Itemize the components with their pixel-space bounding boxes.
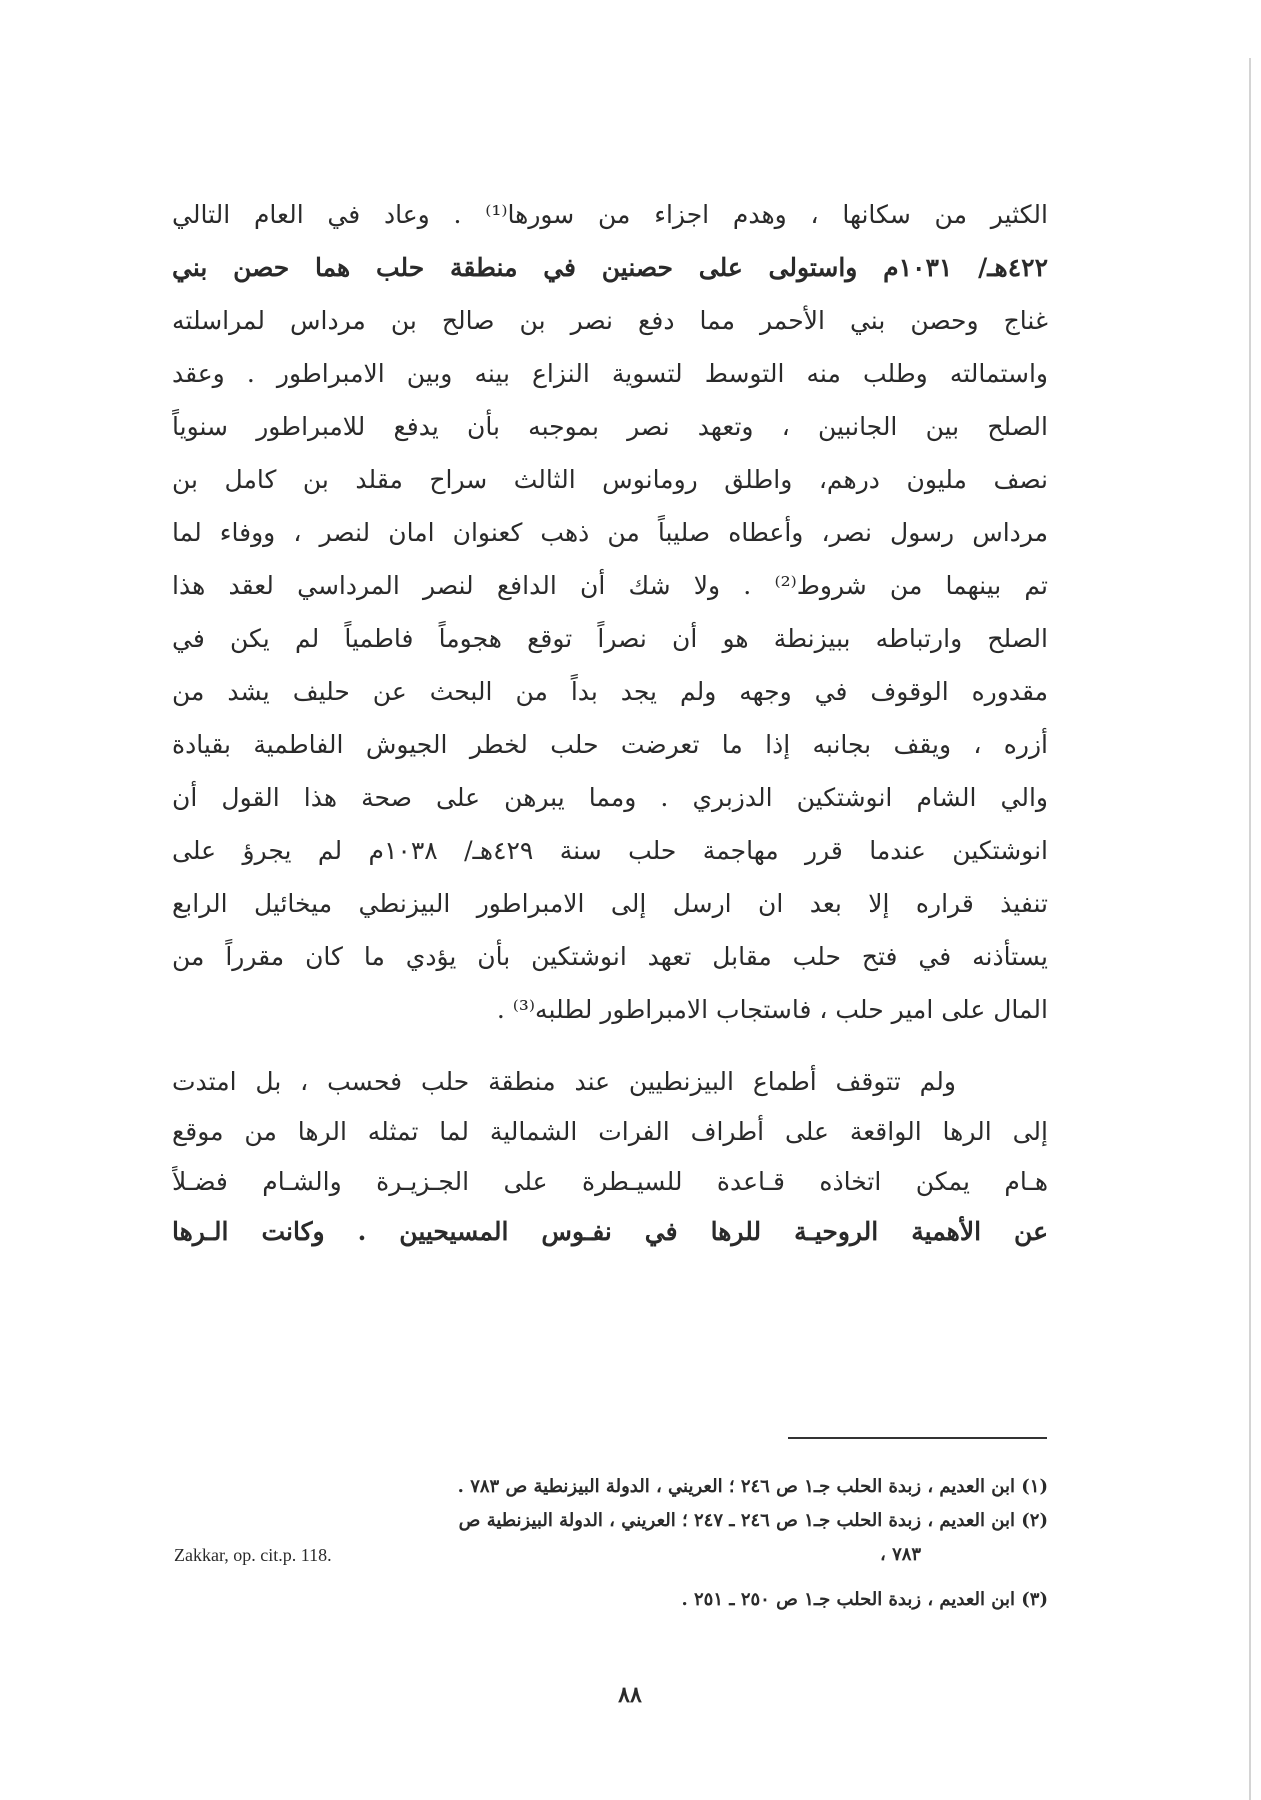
text-line: غناج وحصن بني الأحمر مما دفع نصر بن صالح بن مرداس لمراسلته — [172, 306, 1048, 335]
text-line: هـام يمكن اتخاذه قـاعدة للسيـطرة على الجـزيـرة والشـام فضـلاً — [172, 1167, 1048, 1196]
text-line: والي الشام انوشتكين الدزبري . ومما يبرهن على صحة هذا القول أن — [172, 783, 1048, 812]
text-line: ولم تتوقف أطماع البيزنطيين عند منطقة حلب فحسب ، بل امتدت — [172, 1067, 956, 1096]
text-line: مرداس رسول نصر، وأعطاه صليباً من ذهب كعنوان امان لنصر ، ووفاء لما — [172, 518, 1048, 547]
page-edge-line — [1249, 58, 1251, 1800]
text-line: ٤٢٢هـ/ ١٠٣١م واستولى على حصنين في منطقة حلب هما حصن بني — [172, 253, 1048, 282]
footnote-2: (٢) ابن العديم ، زبدة الحلب جـ١ ص ٢٤٦ ـ ٢٤٧ ؛ العريني ، الدولة البيزنطية ص — [458, 1510, 1048, 1531]
text-line: نصف مليون درهم، واطلق رومانوس الثالث سراح مقلد بن كامل بن — [172, 465, 1048, 494]
text-line: إلى الرها الواقعة على أطراف الفرات الشمالية لما تمثله الرها من موقع — [172, 1117, 1048, 1146]
page-number: ٨٨ — [618, 1682, 642, 1708]
text-line: انوشتكين عندما قرر مهاجمة حلب سنة ٤٢٩هـ/ ١٠٣٨م لم يجرؤ على — [172, 836, 1048, 865]
footnote-1: (١) ابن العديم ، زبدة الحلب جـ١ ص ٢٤٦ ؛ العريني ، الدولة البيزنطية ص ٧٨٣ . — [457, 1476, 1048, 1497]
text-line: المال على امير حلب ، فاستجاب الامبراطور لطلبه⁽³⁾ . — [496, 995, 1048, 1024]
footnote-2-latin-reference: Zakkar, op. cit.p. 118. — [174, 1545, 332, 1565]
footnote-separator — [788, 1437, 1047, 1439]
main-text-block — [172, 0, 1048, 1400]
footnote-2-continuation: ٧٨٣ ، — [880, 1544, 922, 1565]
text-line: تنفيذ قراره إلا بعد ان ارسل إلى الامبراطور البيزنطي ميخائيل الرابع — [172, 889, 1048, 918]
text-line: تم بينهما من شروط⁽²⁾ . ولا شك أن الدافع لنصر المرداسي لعقد هذا — [172, 571, 1048, 600]
text-line: الصلح بين الجانبين ، وتعهد نصر بموجبه بأن يدفع للامبراطور سنوياً — [172, 412, 1048, 441]
text-line: يستأذنه في فتح حلب مقابل تعهد انوشتكين بأن يؤدي ما كان مقرراً من — [172, 942, 1048, 971]
text-line: عن الأهمية الروحيـة للرها في نفـوس المسيحيين . وكانت الـرها — [172, 1217, 1048, 1246]
text-line: الكثير من سكانها ، وهدم اجزاء من سورها⁽¹⁾ . وعاد في العام التالي — [172, 200, 1048, 229]
footnote-3: (٣) ابن العديم ، زبدة الحلب جـ١ ص ٢٥٠ ـ ٢٥١ . — [681, 1589, 1048, 1610]
text-line: مقدوره الوقوف في وجهه ولم يجد بداً من البحث عن حليف يشد من — [172, 677, 1048, 706]
text-line: الصلح وارتباطه ببيزنطة هو أن نصراً توقع هجوماً فاطمياً لم يكن في — [172, 624, 1048, 653]
text-line: أزره ، ويقف بجانبه إذا ما تعرضت حلب لخطر الجيوش الفاطمية بقيادة — [172, 730, 1048, 759]
text-line: واستمالته وطلب منه التوسط لتسوية النزاع بينه وبين الامبراطور . وعقد — [172, 359, 1048, 388]
